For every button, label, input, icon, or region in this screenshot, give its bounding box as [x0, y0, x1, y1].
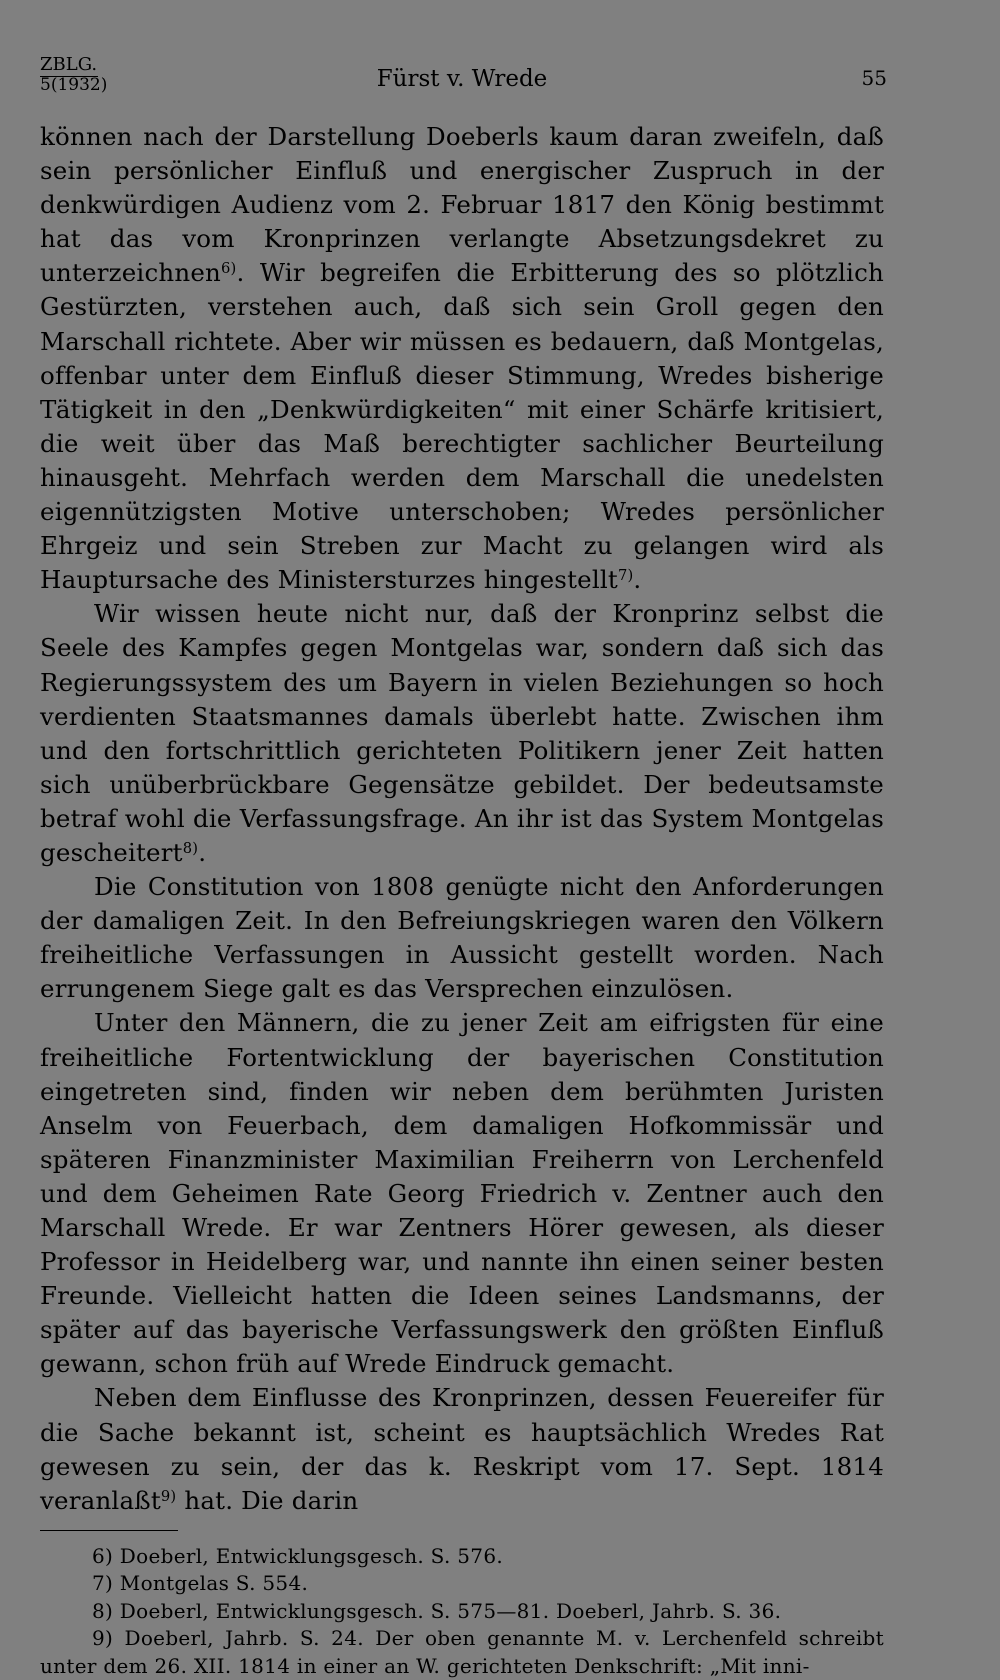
footnote-ref: 9)	[160, 1487, 177, 1505]
paragraph: Unter den Männern, die zu jener Zeit am eifrigsten für eine freiheitliche Fortentwicklung der bayerischen Constitution eingetreten sind, finden wir neben dem berühmten Juristen Anselm von Feuerbach, dem damaligen Hofkommissär und späteren Finanzminister Maximilian Freiherrn von Lerchenfeld und dem Geheimen Rate Georg Friedrich v. Zentner auch den Marschall Wrede. Er war Zentners Hörer gewesen, als dieser Professor in Heidelberg war, und nannte ihn einen seiner besten Freunde. Vielleicht hatten die Ideen seines Landsmanns, der später auf das bayerische Verfassungswerk den größten Einfluß gewann, schon früh auf Wrede Eindruck gemacht.	[40, 1008, 884, 1379]
footnote: 6) Doeberl, Entwicklungsgesch. S. 576.	[92, 1543, 504, 1568]
journal-abbreviation: ZBLG.	[40, 54, 98, 75]
page-header	[40, 50, 887, 102]
footnote-ref: 8)	[182, 839, 199, 857]
book-page	[40, 50, 887, 1678]
footnote: 7) Montgelas S. 554.	[92, 1571, 309, 1596]
journal-volume: 5(1932)	[40, 74, 108, 95]
footnote-ref: 7)	[617, 567, 634, 585]
footnote: 9) Doeberl, Jahrb. S. 24. Der oben genannte M. v. Lerchenfeld schreibt unter dem 26. XII. 1814 in einer an W. gerichteten Denkschrift: „Mit inni-	[40, 1626, 884, 1678]
paragraph: können nach der Darstellung Doeberls kaum daran zweifeln, daß sein persönlicher Einfluß und energischer Zuspruch in der denkwürdigen Audienz vom 2. Februar 1817 den König bestimmt hat das vom Kronprinzen verlangte Absetzungsdekret zu unterzeichnen$^{6)}$. Wir begreifen die Erbitterung des so plötzlich Gestürzten, verstehen auch, daß sich sein Groll gegen den Marschall richtete. Aber wir müssen es bedauern, daß Montgelas, offenbar unter dem Einfluß dieser Stimmung, Wredes bisherige Tätigkeit in den „Denkwürdigkeiten“ mit einer Schärfe kritisiert, die weit über das Maß berechtigter sachlicher Beurteilung hinausgeht. Mehrfach werden dem Marschall die unedelsten eigennützigsten Motive unterschoben; Wredes persönlicher Ehrgeiz und sein Streben zur Macht zu gelangen wird als Hauptursache des Ministersturzes hingestellt$^{7)}$.	[40, 122, 884, 595]
footnotes	[40, 1543, 884, 1680]
paragraph: Wir wissen heute nicht nur, daß der Kronprinz selbst die Seele des Kampfes gegen Montgelas war, sondern daß sich das Regierungssystem des um Bayern in vielen Beziehungen so hoch verdienten Staatsmannes damals überlebt hatte. Zwischen ihm und den fortschrittlich gerichteten Politikern jener Zeit hatten sich unüberbrückbare Gegensätze gebildet. Der bedeutsamste betraf wohl die Verfassungsfrage. An ihr ist das System Montgelas gescheitert$^{8)}$.	[40, 599, 884, 867]
footnote: 8) Doeberl, Entwicklungsgesch. S. 575—81. Doeberl, Jahrb. S. 36.	[92, 1598, 782, 1623]
running-title: Fürst v. Wrede	[376, 66, 548, 92]
page-number: 55	[861, 66, 887, 90]
body-text	[40, 120, 884, 1518]
paragraph: Die Constitution von 1808 genügte nicht den Anforderungen der damaligen Zeit. In den Befreiungskriegen waren den Völkern freiheitliche Verfassungen in Aussicht gestellt worden. Nach errungenem Siege galt es das Versprechen einzulösen.	[40, 872, 884, 1004]
footnote-divider	[40, 1530, 178, 1531]
footnote-ref: 6)	[221, 260, 237, 278]
paragraph: Neben dem Einflusse des Kronprinzen, dessen Feuereifer für die Sache bekannt ist, scheint es hauptsächlich Wredes Rat gewesen zu sein, der das k. Reskript vom 17. Sept. 1814 veranlaßt$^{9)}$ hat. Die darin	[40, 1383, 884, 1515]
